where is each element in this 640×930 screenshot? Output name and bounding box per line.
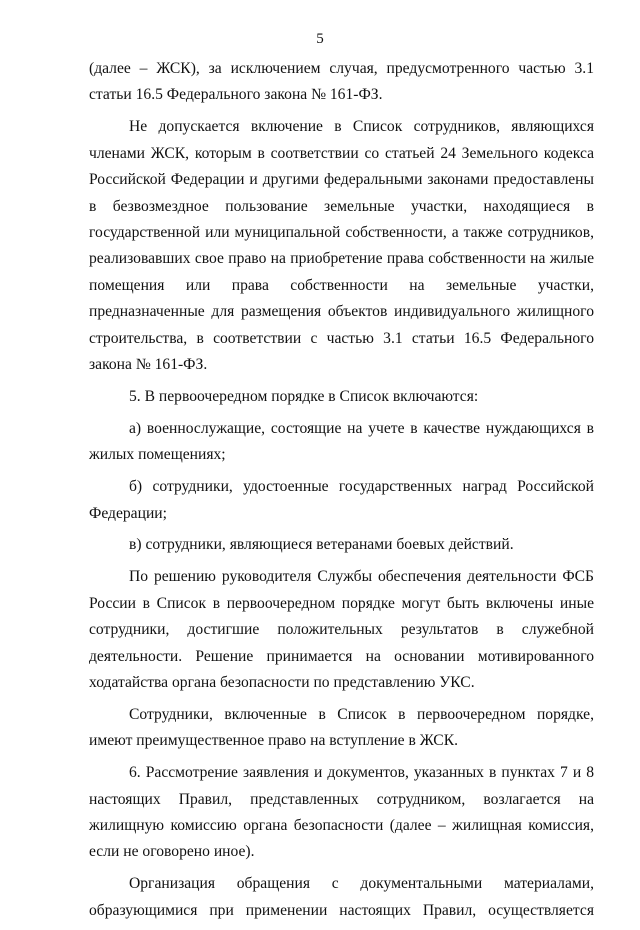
paragraph-9: 6. Рассмотрение заявления и документов, указанных в пунктах 7 и 8 настоящих Правил, представленных сотрудником, возлагается на жилищную комиссию органа безопасности (далее – жилищная комиссия, если не оговорено иное). (89, 764, 594, 861)
paragraph-2: Не допускается включение в Список сотрудников, являющихся членами ЖСК, которым в соответствии со статьей 24 Земельного кодекса Российской Федерации и другими федеральными законами предоставлены в безвозмездное пользование земельные участки, находящиеся в государственной или муниципальной собственности, а также сотрудников, реализовавших свое право на приобретение права собственности на жилые помещения или права собственности на земельные участки, предназначенные для размещения объектов индивидуального жилищного строительства, в соответствии с частью 3.1 статьи 16.5 Федерального закона № 161-ФЗ. (89, 118, 594, 373)
paragraph-10: Организация обращения с документальными материалами, образующимися при применении настоящих Правил, осуществляется (89, 875, 594, 919)
document-body (89, 56, 594, 930)
paragraph-7: По решению руководителя Службы обеспечения деятельности ФСБ России в Список в первоочередном порядке могут быть включены иные сотрудники, достигшие положительных результатов в служебной деятельности. Решение принимается на основании мотивированного ходатайства органа безопасности по представлению УКС. (89, 568, 594, 691)
paragraph-3: 5. В первоочередном порядке в Список включаются: (129, 387, 479, 405)
paragraph-1: (далее – ЖСК), за исключением случая, предусмотренного частью 3.1 статьи 16.5 Федерального закона № 161-ФЗ. (89, 60, 594, 104)
paragraph-4: а) военнослужащие, состоящие на учете в качестве нуждающихся в жилых помещениях; (89, 419, 594, 464)
paragraph-8: Сотрудники, включенные в Список в первоочередном порядке, имеют преимущественное право на вступление в ЖСК. (89, 705, 594, 750)
paragraph-5: б) сотрудники, удостоенные государственных наград Российской Федерации; (89, 478, 594, 522)
paragraph-6: в) сотрудники, являющиеся ветеранами боевых действий. (129, 536, 514, 554)
page-number: 5 (316, 31, 324, 47)
